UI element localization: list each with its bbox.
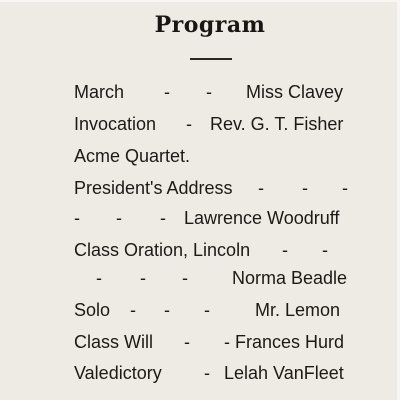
- program-item: Solo: [74, 300, 111, 320]
- program-item: March: [74, 82, 125, 102]
- leader-dash: -: [182, 268, 188, 288]
- program-performer: Rev. G. T. Fisher: [210, 114, 344, 134]
- leader-dash: -: [96, 268, 102, 288]
- leader-dash: -: [342, 178, 348, 198]
- leader-dash: -: [302, 178, 308, 198]
- program-item: Class Oration, Lincoln: [74, 240, 251, 260]
- program-row-class-will: [74, 332, 350, 358]
- leader-dash: -: [160, 208, 166, 228]
- program-row-class-oration: [74, 240, 350, 266]
- program-item: Acme Quartet.: [74, 146, 191, 166]
- program-performer: Norma Beadle: [232, 268, 348, 288]
- program-row-quartet: [74, 146, 350, 172]
- leader-dash: -: [74, 208, 80, 228]
- program-performer: Miss Clavey: [246, 82, 344, 102]
- leader-dash: -: [116, 208, 122, 228]
- leader-dash: -: [258, 178, 264, 198]
- leader-dash: -: [184, 332, 190, 352]
- program-row-beadle: [74, 268, 350, 294]
- program-title: Program: [154, 12, 266, 38]
- program-row-presidents-address: [74, 178, 350, 204]
- program-item: Class Will: [74, 332, 153, 352]
- program-item: Invocation: [74, 114, 157, 134]
- paper-edge: [0, 0, 400, 2]
- leader-dash: -: [186, 114, 192, 134]
- leader-dash: -: [322, 240, 328, 260]
- program-performer: Lelah VanFleet: [224, 363, 344, 383]
- leader-dash: -: [130, 300, 136, 320]
- program-row-valedictory: [74, 363, 350, 389]
- leader-dash: -: [164, 82, 170, 102]
- program-row-march: [74, 82, 350, 108]
- leader-dash: -: [164, 300, 170, 320]
- program-performer: Mr. Lemon: [255, 300, 341, 320]
- leader-dash: -: [204, 300, 210, 320]
- program-item: Valedictory: [74, 363, 162, 383]
- program-row-invocation: [74, 114, 350, 140]
- program-performer: - Frances Hurd: [224, 332, 345, 352]
- leader-dash: -: [204, 363, 210, 383]
- leader-dash: -: [206, 82, 212, 102]
- program-item: President's Address: [74, 178, 233, 198]
- program-row-solo: [74, 300, 350, 326]
- program-row-woodruff: [74, 208, 350, 234]
- program-performer: Lawrence Woodruff: [184, 208, 340, 228]
- leader-dash: -: [140, 268, 146, 288]
- title-divider: [190, 58, 232, 60]
- leader-dash: -: [282, 240, 288, 260]
